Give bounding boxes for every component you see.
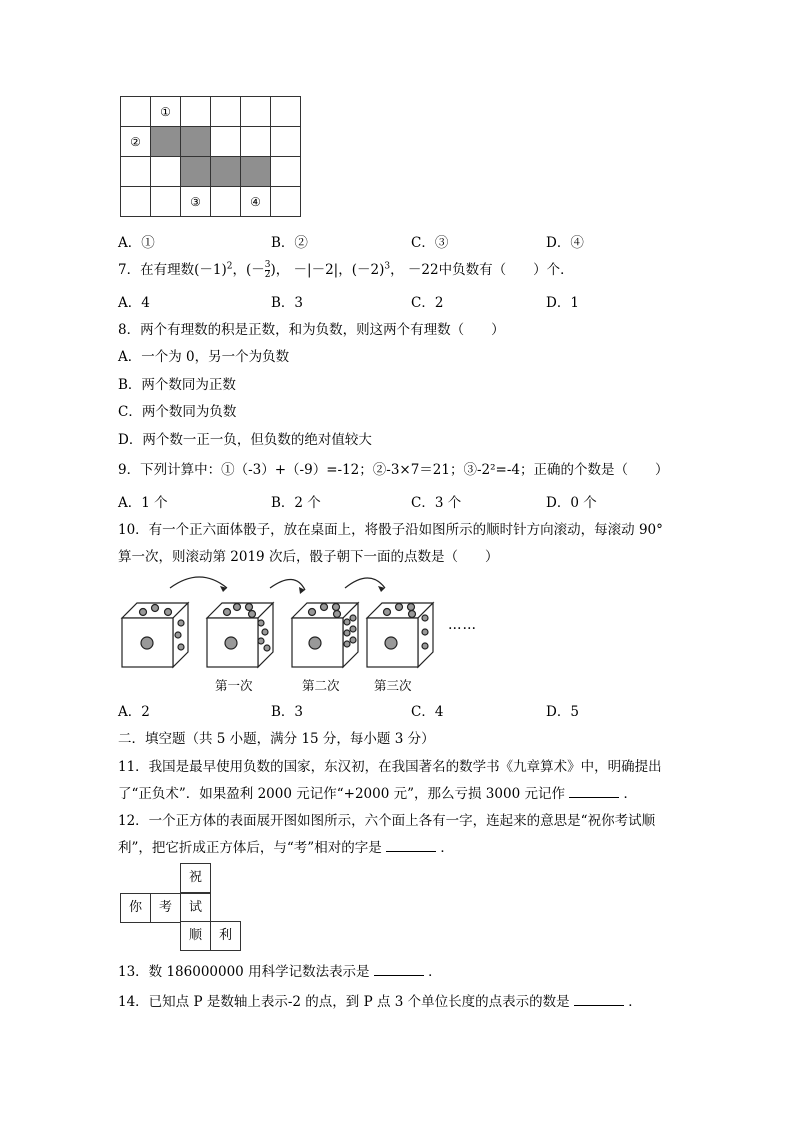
q7-option-d[interactable]: D．1: [546, 295, 579, 311]
pip: [321, 604, 328, 611]
pip: [262, 629, 268, 635]
q7-exp-3: 3: [384, 261, 391, 272]
pip: [396, 604, 403, 611]
q11-line-1: 11．我国是最早使用负数的国家，东汉初，在我国著名的数学书《九章算术》中，明确提出: [118, 759, 662, 775]
q7-frac-open: (－: [245, 262, 265, 278]
die-1: [122, 603, 188, 667]
q13-end: ．: [428, 964, 442, 980]
q11-text: 了“正负术”．如果盈利 2000 元记作“+2000 元”，那么亏损 3000 元记作: [118, 786, 565, 802]
grid-shaded-cell: [181, 157, 211, 187]
grid-label-3: ③: [181, 187, 211, 217]
grid-figure: [120, 96, 301, 217]
q8-option-d[interactable]: D．两个数一正一负，但负数的绝对值较大: [118, 432, 372, 448]
grid-cell: [271, 187, 301, 217]
q14-end: ．: [628, 994, 642, 1010]
q10-option-a[interactable]: A．2: [118, 704, 150, 720]
q6-option-c[interactable]: C．③: [411, 235, 449, 251]
net-face-ni: 你: [120, 893, 151, 923]
pip: [264, 645, 270, 651]
pip: [385, 637, 397, 649]
die-3: [292, 603, 358, 667]
q10-option-d[interactable]: D．5: [546, 704, 579, 720]
pip: [178, 620, 184, 626]
dice-ellipsis: ……: [448, 617, 477, 633]
q8-option-a[interactable]: A．一个为 0，另一个为负数: [118, 349, 290, 365]
q7-stem: 7．在有理数: [118, 262, 195, 278]
q14-answer-blank[interactable]: [574, 993, 624, 1006]
pip: [350, 637, 356, 643]
pip: [165, 609, 172, 616]
q10-line-2: 算一次，则滚动第 2019 次后，骰子朝下一面的点数是（ ）: [118, 549, 499, 565]
pip: [152, 605, 159, 612]
q14-text: 14．已知点 P 是数轴上表示-2 的点，到 P 点 3 个单位长度的点表示的数是: [118, 994, 570, 1010]
net-face-shun: 顺: [180, 921, 211, 951]
pip: [384, 609, 391, 616]
q12-line-2: [118, 836, 454, 856]
grid-shaded-cell: [241, 157, 271, 187]
grid-cell: [211, 127, 241, 157]
q6-option-d[interactable]: D．④: [546, 235, 584, 251]
q8-stem: 8．两个有理数的积是正数，和为负数，则这两个有理数（ ）: [118, 322, 505, 338]
pip: [140, 609, 147, 616]
grid-label-4: ④: [241, 187, 271, 217]
q9-option-b[interactable]: B．2 个: [271, 495, 321, 511]
grid-cell: [121, 97, 151, 127]
pip: [141, 637, 153, 649]
pip: [409, 611, 416, 618]
grid-cell: [271, 157, 301, 187]
q7-option-b[interactable]: B．3: [271, 295, 304, 311]
q10-option-c[interactable]: C．4: [411, 704, 444, 720]
q11-end: ．: [623, 786, 638, 802]
q10-line-1: 10．有一个正六面体骰子，放在桌面上，将骰子沿如图所示的顺时针方向滚动，每滚动 90°: [118, 522, 663, 538]
pip: [344, 619, 350, 625]
grid-cell: [271, 97, 301, 127]
pip: [234, 604, 241, 611]
question-14: [118, 990, 642, 1010]
pip: [422, 615, 428, 621]
grid-cell: [241, 127, 271, 157]
q7-comma: ，: [338, 262, 352, 278]
q7-frac-close: ): [270, 262, 276, 278]
q12-line-1: 12．一个正方体的表面展开图如图所示，六个面上各有一字，连起来的意思是“祝你考试顺: [118, 813, 656, 829]
q8-option-c[interactable]: C．两个数同为负数: [118, 404, 237, 420]
grid-cell: [181, 97, 211, 127]
grid-cell: [151, 187, 181, 217]
q11-line-2: [118, 782, 637, 802]
net-face-kao: 考: [150, 893, 181, 923]
net-face-shi: 试: [180, 893, 211, 923]
pip: [422, 643, 428, 649]
pip: [408, 604, 415, 611]
pip: [225, 637, 237, 649]
grid-cell: [151, 157, 181, 187]
q9-option-c[interactable]: C．3 个: [411, 495, 462, 511]
section-2-heading: 二．填空题（共 5 小题，满分 15 分，每小题 3 分）: [118, 731, 435, 747]
pip: [309, 637, 321, 649]
q7-frac-num: 3: [264, 260, 271, 270]
question-7: [118, 258, 574, 280]
q7-expr-square: (－1): [194, 262, 227, 278]
grid-cell: [241, 97, 271, 127]
pip: [350, 626, 356, 632]
die-2: [207, 603, 273, 667]
q12-answer-blank[interactable]: [386, 839, 436, 852]
pip: [422, 629, 428, 635]
grid-cell: [121, 157, 151, 187]
pip: [258, 620, 264, 626]
grid-label-2: ②: [121, 127, 151, 157]
net-face-li: 利: [210, 921, 241, 951]
pip: [334, 611, 341, 618]
pip: [258, 638, 264, 644]
caption-third: 第三次: [374, 678, 412, 693]
q8-option-b[interactable]: B．两个数同为正数: [118, 377, 236, 393]
q7-option-a[interactable]: A．4: [118, 295, 150, 311]
q7-exp-2: 2: [226, 261, 233, 272]
q7-cube: (－2): [351, 262, 385, 278]
q13-answer-blank[interactable]: [374, 963, 424, 976]
q13-text: 13．数 186000000 用科学记数法表示是: [118, 964, 370, 980]
grid-label-1: ①: [151, 97, 181, 127]
grid-shaded-cell: [181, 127, 211, 157]
q10-option-b[interactable]: B．3: [271, 704, 304, 720]
grid-cell: [121, 187, 151, 217]
q9-stem: 9．下列计算中：①（-3）+（-9）=-12；②-3×7＝21；③-2²=-4；正确的个数是（ ）: [118, 462, 669, 478]
grid-cell: [211, 187, 241, 217]
net-face-zhu: 祝: [180, 863, 211, 893]
pip: [333, 604, 340, 611]
grid-shaded-cell: [151, 127, 181, 157]
grid-shaded-cell: [211, 157, 241, 187]
pip: [249, 611, 256, 618]
q9-option-d[interactable]: D．0 个: [546, 495, 597, 511]
pip: [344, 641, 350, 647]
caption-first: 第一次: [215, 678, 253, 693]
q11-answer-blank[interactable]: [569, 785, 619, 798]
q6-option-b[interactable]: B．②: [271, 235, 308, 251]
grid-cell: [271, 127, 301, 157]
q12-end: ．: [440, 840, 454, 856]
q7-option-c[interactable]: C．2: [411, 295, 444, 311]
q12-text: 利”，把它折成正方体后，与“考”相对的字是: [118, 840, 382, 856]
q7-abs: －|－2|: [293, 262, 339, 278]
q7-frac-den: 2: [264, 270, 271, 280]
q7-tail: －22中负数有（ ）个．: [407, 262, 574, 278]
pip: [246, 604, 253, 611]
caption-second: 第二次: [302, 678, 340, 693]
pip: [178, 644, 184, 650]
q6-option-a[interactable]: A．①: [118, 235, 155, 251]
pip: [350, 615, 356, 621]
q7-comma: ，: [275, 262, 290, 278]
pip: [175, 632, 181, 638]
q7-comma: ，: [232, 262, 246, 278]
roll-arrow: [170, 577, 227, 588]
q9-option-a[interactable]: A．1 个: [118, 495, 168, 511]
pip: [309, 609, 316, 616]
q7-comma: ，: [390, 262, 404, 278]
question-13: [118, 960, 442, 980]
pip: [344, 630, 350, 636]
dice-figure: [115, 570, 485, 695]
grid-cell: [211, 97, 241, 127]
pip: [224, 609, 231, 616]
die-4: [367, 603, 433, 667]
